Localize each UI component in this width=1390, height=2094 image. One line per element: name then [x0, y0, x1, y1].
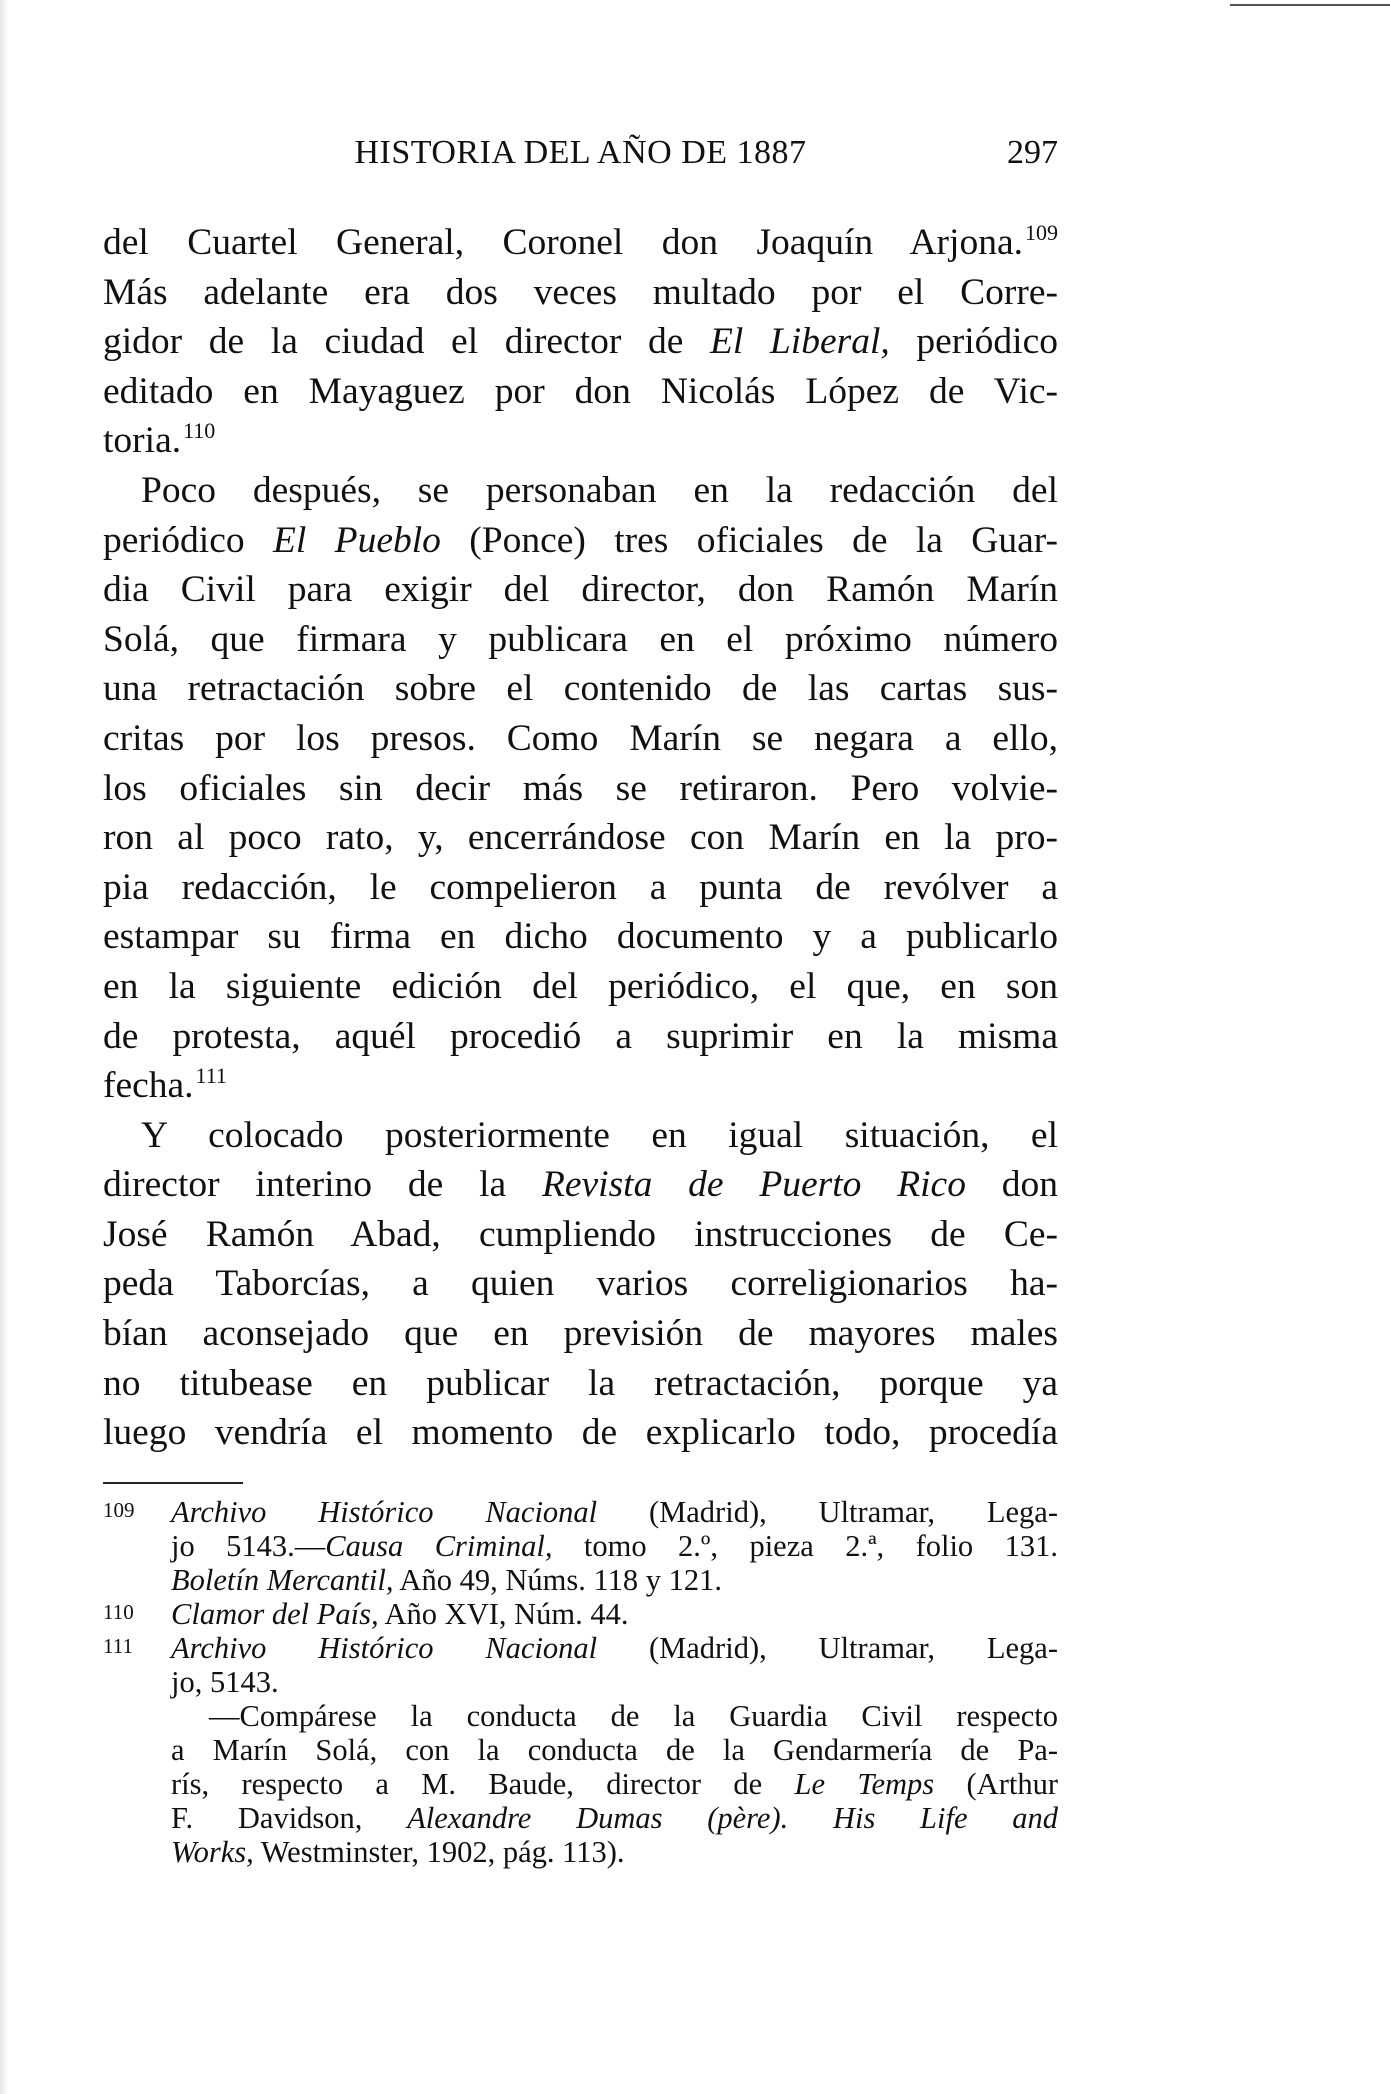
body-line: bían aconsejado que en previsión de mayores males [103, 1313, 1058, 1355]
body-text [103, 218, 1058, 1458]
running-title: HISTORIA DEL AÑO DE 1887 [354, 134, 807, 171]
running-header [103, 130, 1058, 176]
body-line: luego vendría el momento de explicarlo todo, procedía [103, 1412, 1058, 1454]
footnote-ref: 109 [1025, 220, 1058, 245]
footnote-separator [103, 1482, 243, 1484]
periodical-title: Revista de Puerto Rico [541, 1164, 966, 1206]
footnote-line: Boletín Mercantil, Año 49, Núms. 118 y 121. [171, 1563, 722, 1597]
body-line: no titubease en publicar la retractación, porque ya [103, 1362, 1058, 1404]
body-line: dia Civil para exigir del director, don Ramón Marín [103, 569, 1058, 611]
body-line: ron al poco rato, y, encerrándose con Marín en la pro- [103, 817, 1058, 859]
footnote-line: rís, respecto a M. Baude, director de Le Temps (Arthur [171, 1767, 1058, 1801]
body-line: director interino de la Revista de Puerto Rico don [103, 1164, 1058, 1206]
body-line: peda Taborcías, a quien varios correligionarios ha- [103, 1263, 1058, 1305]
footnote-109 [103, 1495, 1058, 1597]
footnote-number: 111 [103, 1634, 133, 1658]
body-line: José Ramón Abad, cumpliendo instrucciones de Ce- [103, 1213, 1058, 1255]
footnote-line: Archivo Histórico Nacional (Madrid), Ultramar, Lega- [171, 1631, 1058, 1665]
body-line: pia redacción, le compelieron a punta de revólver a [103, 866, 1058, 908]
periodical-title: El Liberal, [709, 321, 890, 363]
body-line: del Cuartel General, Coronel don Joaquín Arjona.$^{109}$ [103, 220, 1058, 263]
footnote-line: Works, Westminster, 1902, pág. 113). [171, 1835, 625, 1869]
footnote-number: 110 [103, 1600, 134, 1624]
footnote-line: jo 5143.—Causa Criminal, tomo 2.º, pieza 2.ª, folio 131. [171, 1529, 1058, 1563]
footnote-line: a Marín Solá, con la conducta de la Gendarmería de Pa- [171, 1733, 1058, 1767]
body-line: Solá, que firmara y publicara en el próximo número [103, 618, 1058, 660]
page-edge-shadow [0, 0, 8, 2094]
footnote-line: —Compárese la conducta de la Guardia Civil respecto [209, 1699, 1058, 1733]
top-edge-rule [1230, 4, 1390, 6]
periodical-title: El Pueblo [272, 519, 441, 561]
footnote-ref: 110 [183, 418, 216, 444]
body-line: toria.$^{110}$ [103, 418, 216, 462]
body-line: Y colocado posteriormente en igual situación, el [141, 1114, 1058, 1156]
footnote-number: 109 [103, 1498, 135, 1522]
body-line: periódico El Pueblo (Ponce) tres oficiales de la Guar- [103, 519, 1058, 561]
body-line: editado en Mayaguez por don Nicolás López de Vic- [103, 370, 1058, 412]
footnotes [103, 1495, 1058, 1869]
body-line: una retractación sobre el contenido de las cartas sus- [103, 668, 1058, 710]
body-line: en la siguiente edición del periódico, el que, en son [103, 965, 1058, 1007]
page-number: 297 [1007, 134, 1058, 171]
footnote-line: F. Davidson, Alexandre Dumas (père). His Life and [171, 1801, 1058, 1835]
body-line: de protesta, aquél procedió a suprimir en la misma [103, 1015, 1058, 1057]
body-line: fecha.$^{111}$ [103, 1063, 227, 1107]
footnote-111 [103, 1631, 1058, 1869]
footnote-line: Archivo Histórico Nacional (Madrid), Ultramar, Lega- [171, 1495, 1058, 1529]
footnote-line: Clamor del País, Año XVI, Núm. 44. [171, 1597, 629, 1631]
body-line: estampar su firma en dicho documento y a publicarlo [103, 916, 1058, 958]
body-line: Poco después, se personaban en la redacción del [141, 469, 1058, 511]
body-line: los oficiales sin decir más se retiraron. Pero volvie- [103, 767, 1058, 809]
body-line: critas por los presos. Como Marín se negara a ello, [103, 717, 1058, 759]
footnote-110 [103, 1597, 1058, 1631]
footnote-ref: 111 [195, 1063, 227, 1089]
body-line: Más adelante era dos veces multado por el Corre- [103, 271, 1058, 313]
footnote-line: jo, 5143. [171, 1665, 279, 1699]
body-line: gidor de la ciudad el director de El Liberal, periódico [103, 321, 1058, 363]
